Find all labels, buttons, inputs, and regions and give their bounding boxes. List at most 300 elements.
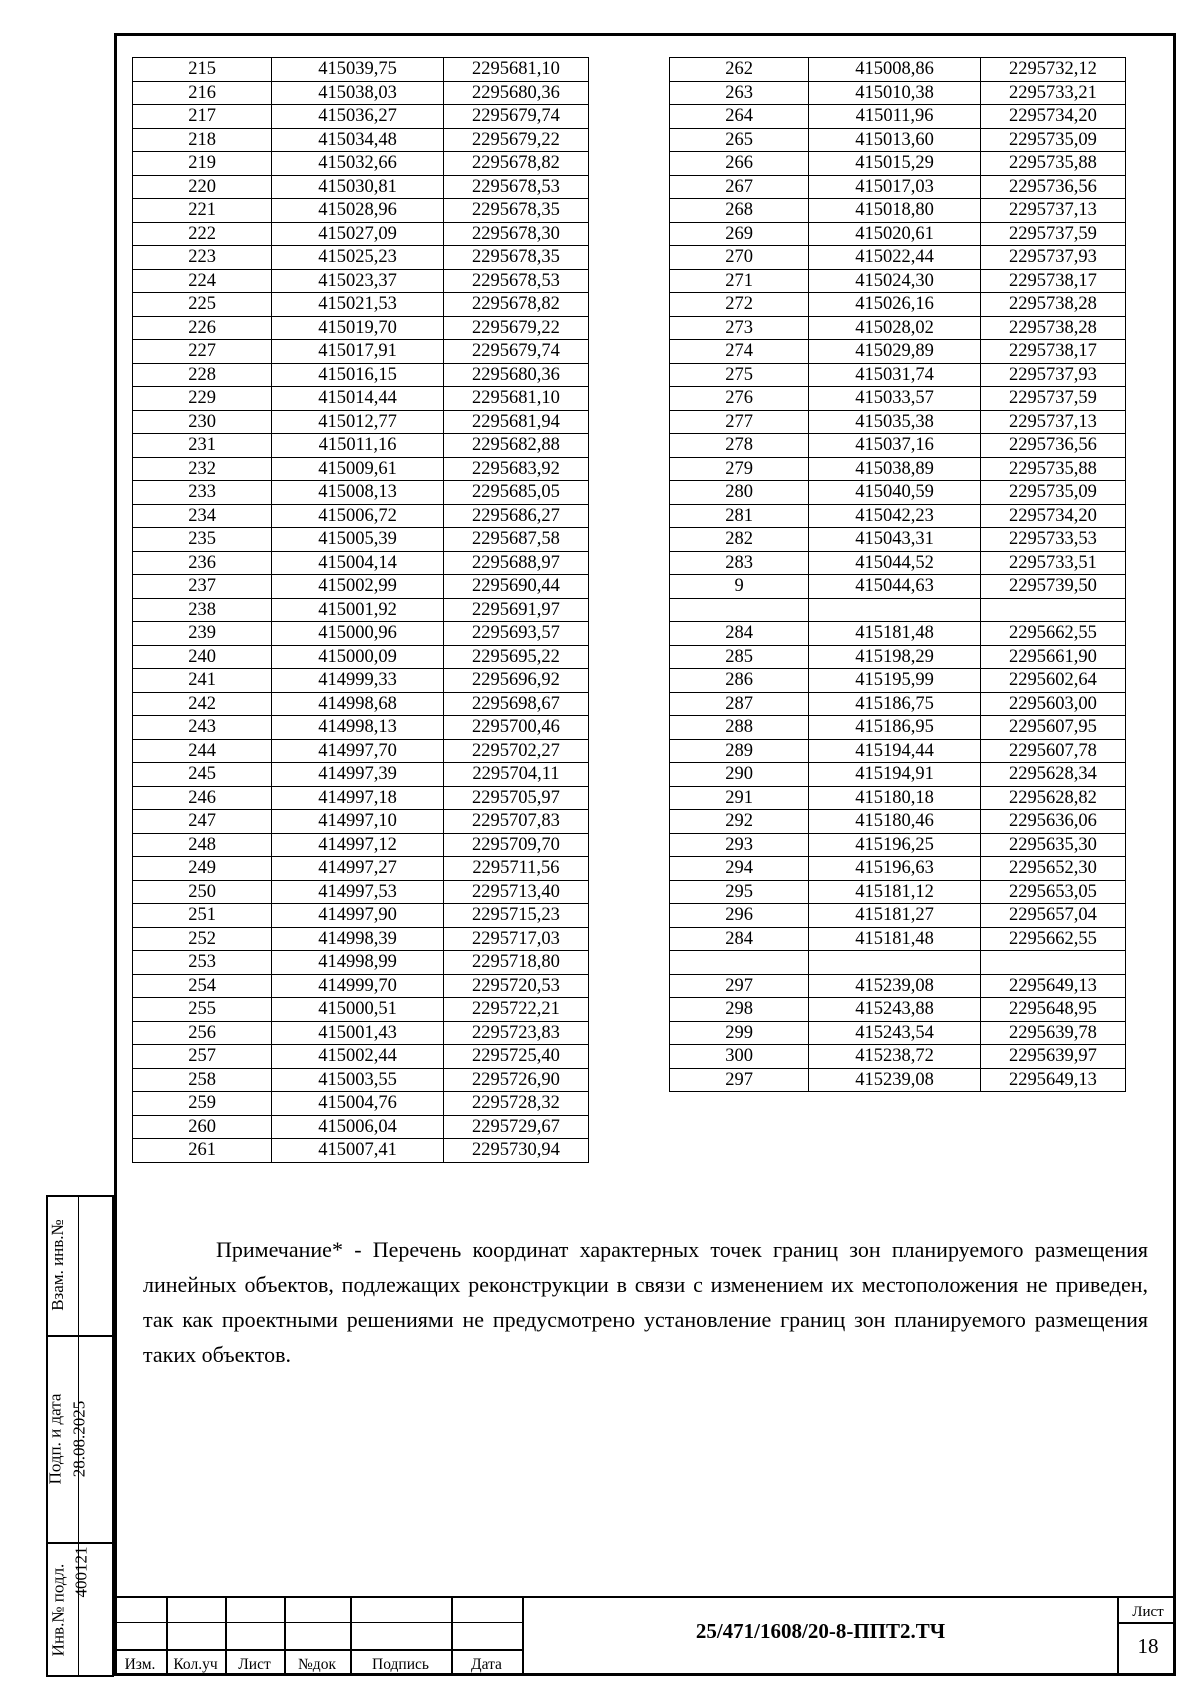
- x-coordinate-cell: 415007,41: [272, 1139, 444, 1163]
- header-kol-uch: Кол.уч: [173, 1656, 218, 1673]
- x-coordinate-cell: 415238,72: [809, 1045, 981, 1069]
- table-row: [133, 316, 589, 340]
- point-number-cell: 230: [133, 410, 272, 434]
- x-coordinate-cell: 415011,16: [272, 434, 444, 458]
- x-coordinate-cell: 414998,68: [272, 692, 444, 716]
- y-coordinate-cell: 2295679,74: [443, 105, 588, 129]
- table-row: [133, 645, 589, 669]
- sheet-label: Лист: [1132, 1604, 1164, 1620]
- y-coordinate-cell: 2295678,82: [443, 293, 588, 317]
- y-coordinate-cell: 2295737,13: [980, 410, 1125, 434]
- x-coordinate-cell: 415038,89: [809, 457, 981, 481]
- table-row: [133, 927, 589, 951]
- y-coordinate-cell: 2295661,90: [980, 645, 1125, 669]
- point-number-cell: 238: [133, 598, 272, 622]
- x-coordinate-cell: 415020,61: [809, 222, 981, 246]
- x-coordinate-cell: 414998,13: [272, 716, 444, 740]
- x-coordinate-cell: 414997,39: [272, 763, 444, 787]
- y-coordinate-cell: 2295718,80: [443, 951, 588, 975]
- point-number-cell: 297: [670, 1068, 809, 1092]
- x-coordinate-cell: 415019,70: [272, 316, 444, 340]
- point-number-cell: 239: [133, 622, 272, 646]
- point-number-cell: 284: [670, 622, 809, 646]
- point-number-cell: 247: [133, 810, 272, 834]
- y-coordinate-cell: 2295648,95: [980, 998, 1125, 1022]
- x-coordinate-cell: 415042,23: [809, 504, 981, 528]
- table-row: [670, 1045, 1126, 1069]
- side-block-podp: [46, 1335, 114, 1544]
- x-coordinate-cell: 415186,95: [809, 716, 981, 740]
- point-number-cell: 298: [670, 998, 809, 1022]
- x-coordinate-cell: 415006,72: [272, 504, 444, 528]
- side-block-inv: [46, 1542, 114, 1677]
- point-number-cell: 223: [133, 246, 272, 270]
- y-coordinate-cell: 2295649,13: [980, 974, 1125, 998]
- y-coordinate-cell: 2295678,30: [443, 222, 588, 246]
- x-coordinate-cell: 414997,12: [272, 833, 444, 857]
- x-coordinate-cell: 415012,77: [272, 410, 444, 434]
- header-ndok: №док: [298, 1656, 336, 1673]
- y-coordinate-cell: 2295639,97: [980, 1045, 1125, 1069]
- y-coordinate-cell: 2295696,92: [443, 669, 588, 693]
- y-coordinate-cell: 2295698,67: [443, 692, 588, 716]
- point-number-cell: 226: [133, 316, 272, 340]
- y-coordinate-cell: 2295735,09: [980, 128, 1125, 152]
- x-coordinate-cell: 415181,27: [809, 904, 981, 928]
- y-coordinate-cell: 2295702,27: [443, 739, 588, 763]
- x-coordinate-cell: 415040,59: [809, 481, 981, 505]
- point-number-cell: 215: [133, 58, 272, 82]
- x-coordinate-cell: 415006,04: [272, 1115, 444, 1139]
- y-coordinate-cell: 2295722,21: [443, 998, 588, 1022]
- table-row: [133, 551, 589, 575]
- table-row: [670, 575, 1126, 599]
- y-coordinate-cell: 2295726,90: [443, 1068, 588, 1092]
- point-number-cell: 249: [133, 857, 272, 881]
- point-number-cell: 297: [670, 974, 809, 998]
- point-number-cell: 217: [133, 105, 272, 129]
- y-coordinate-cell: 2295678,35: [443, 246, 588, 270]
- table-row: [133, 1115, 589, 1139]
- point-number-cell: 250: [133, 880, 272, 904]
- x-coordinate-cell: 415014,44: [272, 387, 444, 411]
- point-number-cell: 278: [670, 434, 809, 458]
- y-coordinate-cell: 2295730,94: [443, 1139, 588, 1163]
- table-row: [133, 763, 589, 787]
- x-coordinate-cell: 414997,70: [272, 739, 444, 763]
- table-row: [133, 998, 589, 1022]
- point-number-cell: 254: [133, 974, 272, 998]
- x-coordinate-cell: 415000,51: [272, 998, 444, 1022]
- point-number-cell: 300: [670, 1045, 809, 1069]
- point-number-cell: [670, 598, 809, 622]
- table-row: [670, 880, 1126, 904]
- point-number-cell: 286: [670, 669, 809, 693]
- x-coordinate-cell: 415038,03: [272, 81, 444, 105]
- y-coordinate-cell: 2295709,70: [443, 833, 588, 857]
- table-row: [670, 222, 1126, 246]
- y-coordinate-cell: 2295736,56: [980, 434, 1125, 458]
- point-number-cell: 237: [133, 575, 272, 599]
- point-number-cell: 256: [133, 1021, 272, 1045]
- x-coordinate-cell: 415243,54: [809, 1021, 981, 1045]
- x-coordinate-cell: 414997,53: [272, 880, 444, 904]
- table-row: [133, 716, 589, 740]
- point-number-cell: 240: [133, 645, 272, 669]
- point-number-cell: 261: [133, 1139, 272, 1163]
- x-coordinate-cell: 415030,81: [272, 175, 444, 199]
- table-row: [133, 152, 589, 176]
- table-row: [670, 481, 1126, 505]
- table-row: [670, 551, 1126, 575]
- table-row: [133, 1045, 589, 1069]
- y-coordinate-cell: 2295602,64: [980, 669, 1125, 693]
- x-coordinate-cell: 415000,09: [272, 645, 444, 669]
- x-coordinate-cell: 415026,16: [809, 293, 981, 317]
- inv-number: 400121: [71, 1546, 91, 1598]
- y-coordinate-cell: 2295678,82: [443, 152, 588, 176]
- x-coordinate-cell: 414997,90: [272, 904, 444, 928]
- x-coordinate-cell: 414997,27: [272, 857, 444, 881]
- table-row: [133, 598, 589, 622]
- point-number-cell: 299: [670, 1021, 809, 1045]
- point-number-cell: 258: [133, 1068, 272, 1092]
- point-number-cell: 224: [133, 269, 272, 293]
- point-number-cell: 245: [133, 763, 272, 787]
- point-number-cell: 252: [133, 927, 272, 951]
- sheet-number: 18: [1137, 1634, 1159, 1658]
- table-row: [670, 528, 1126, 552]
- x-coordinate-cell: 415036,27: [272, 105, 444, 129]
- point-number-cell: 289: [670, 739, 809, 763]
- table-row: [670, 175, 1126, 199]
- x-coordinate-cell: 415194,44: [809, 739, 981, 763]
- x-coordinate-cell: 414999,33: [272, 669, 444, 693]
- header-izm: Изм.: [124, 1656, 156, 1673]
- table-row: [133, 951, 589, 975]
- table-row: [133, 1021, 589, 1045]
- table-row: [670, 269, 1126, 293]
- point-number-cell: 243: [133, 716, 272, 740]
- y-coordinate-cell: 2295738,17: [980, 340, 1125, 364]
- point-number-cell: 235: [133, 528, 272, 552]
- x-coordinate-cell: 415010,38: [809, 81, 981, 105]
- point-number-cell: 260: [133, 1115, 272, 1139]
- y-coordinate-cell: 2295679,74: [443, 340, 588, 364]
- x-coordinate-cell: 415025,23: [272, 246, 444, 270]
- table-row: [670, 105, 1126, 129]
- x-coordinate-cell: 415180,46: [809, 810, 981, 834]
- y-coordinate-cell: 2295734,20: [980, 105, 1125, 129]
- table-row: [133, 857, 589, 881]
- vzam-label: Взам. инв.№: [47, 1219, 67, 1311]
- x-coordinate-cell: 415016,15: [272, 363, 444, 387]
- point-number-cell: 241: [133, 669, 272, 693]
- y-coordinate-cell: 2295683,92: [443, 457, 588, 481]
- y-coordinate-cell: 2295734,20: [980, 504, 1125, 528]
- x-coordinate-cell: 415028,02: [809, 316, 981, 340]
- table-row: [670, 457, 1126, 481]
- x-coordinate-cell: [809, 598, 981, 622]
- table-row: [670, 645, 1126, 669]
- y-coordinate-cell: 2295733,53: [980, 528, 1125, 552]
- point-number-cell: 276: [670, 387, 809, 411]
- table-row: [133, 387, 589, 411]
- table-row: [670, 716, 1126, 740]
- y-coordinate-cell: 2295735,09: [980, 481, 1125, 505]
- x-coordinate-cell: 415002,44: [272, 1045, 444, 1069]
- table-row: [670, 927, 1126, 951]
- point-number-cell: 294: [670, 857, 809, 881]
- x-coordinate-cell: 415031,74: [809, 363, 981, 387]
- y-coordinate-cell: 2295733,21: [980, 81, 1125, 105]
- y-coordinate-cell: 2295649,13: [980, 1068, 1125, 1092]
- point-number-cell: 277: [670, 410, 809, 434]
- point-number-cell: 274: [670, 340, 809, 364]
- podp-date: 28.08.2025: [69, 1400, 89, 1478]
- x-coordinate-cell: 415039,75: [272, 58, 444, 82]
- point-number-cell: 284: [670, 927, 809, 951]
- table-row: [133, 246, 589, 270]
- title-block: [114, 1596, 1176, 1676]
- y-coordinate-cell: 2295603,00: [980, 692, 1125, 716]
- y-coordinate-cell: 2295636,06: [980, 810, 1125, 834]
- point-number-cell: 242: [133, 692, 272, 716]
- x-coordinate-cell: 415194,91: [809, 763, 981, 787]
- point-number-cell: 220: [133, 175, 272, 199]
- x-coordinate-cell: 415196,25: [809, 833, 981, 857]
- x-coordinate-cell: 415181,48: [809, 927, 981, 951]
- table-row: [133, 222, 589, 246]
- x-coordinate-cell: 415028,96: [272, 199, 444, 223]
- table-row: [133, 340, 589, 364]
- table-row: [670, 387, 1126, 411]
- y-coordinate-cell: 2295704,11: [443, 763, 588, 787]
- table-row: [133, 481, 589, 505]
- point-number-cell: 229: [133, 387, 272, 411]
- y-coordinate-cell: 2295657,04: [980, 904, 1125, 928]
- y-coordinate-cell: 2295738,17: [980, 269, 1125, 293]
- y-coordinate-cell: 2295736,56: [980, 175, 1125, 199]
- point-number-cell: 279: [670, 457, 809, 481]
- x-coordinate-cell: 415017,03: [809, 175, 981, 199]
- table-row: [133, 434, 589, 458]
- y-coordinate-cell: 2295691,97: [443, 598, 588, 622]
- y-coordinate-cell: 2295739,50: [980, 575, 1125, 599]
- document-code: 25/471/1608/20-8-ППТ2.ТЧ: [695, 1619, 946, 1643]
- table-row: [670, 857, 1126, 881]
- point-number-cell: 293: [670, 833, 809, 857]
- y-coordinate-cell: 2295628,82: [980, 786, 1125, 810]
- table-row: [670, 810, 1126, 834]
- table-row: [133, 880, 589, 904]
- x-coordinate-cell: 415034,48: [272, 128, 444, 152]
- x-coordinate-cell: 415002,99: [272, 575, 444, 599]
- y-coordinate-cell: 2295693,57: [443, 622, 588, 646]
- table-row: [133, 833, 589, 857]
- table-row: [670, 199, 1126, 223]
- point-number-cell: 270: [670, 246, 809, 270]
- y-coordinate-cell: 2295682,88: [443, 434, 588, 458]
- point-number-cell: 227: [133, 340, 272, 364]
- table-row: [670, 410, 1126, 434]
- point-number-cell: 282: [670, 528, 809, 552]
- y-coordinate-cell: 2295635,30: [980, 833, 1125, 857]
- y-coordinate-cell: 2295733,51: [980, 551, 1125, 575]
- table-row: [133, 58, 589, 82]
- table-row: [133, 504, 589, 528]
- table-row: [670, 669, 1126, 693]
- table-row: [133, 410, 589, 434]
- table-row: [670, 504, 1126, 528]
- x-coordinate-cell: 415181,12: [809, 880, 981, 904]
- y-coordinate-cell: 2295679,22: [443, 128, 588, 152]
- x-coordinate-cell: 415004,14: [272, 551, 444, 575]
- table-row: [670, 128, 1126, 152]
- table-row: [133, 786, 589, 810]
- table-row: [670, 316, 1126, 340]
- y-coordinate-cell: 2295738,28: [980, 293, 1125, 317]
- point-number-cell: 248: [133, 833, 272, 857]
- x-coordinate-cell: 415239,08: [809, 974, 981, 998]
- point-number-cell: 285: [670, 645, 809, 669]
- point-number-cell: 232: [133, 457, 272, 481]
- x-coordinate-cell: 415035,38: [809, 410, 981, 434]
- table-row: [133, 528, 589, 552]
- y-coordinate-cell: 2295728,32: [443, 1092, 588, 1116]
- header-data: Дата: [471, 1656, 502, 1673]
- y-coordinate-cell: 2295678,35: [443, 199, 588, 223]
- x-coordinate-cell: 415243,88: [809, 998, 981, 1022]
- table-row: [133, 105, 589, 129]
- y-coordinate-cell: 2295681,10: [443, 387, 588, 411]
- coordinates-table-right: [669, 57, 1126, 1092]
- point-number-cell: 253: [133, 951, 272, 975]
- point-number-cell: 234: [133, 504, 272, 528]
- table-row: [133, 293, 589, 317]
- point-number-cell: 264: [670, 105, 809, 129]
- y-coordinate-cell: 2295680,36: [443, 363, 588, 387]
- y-coordinate-cell: 2295695,22: [443, 645, 588, 669]
- x-coordinate-cell: 415017,91: [272, 340, 444, 364]
- y-coordinate-cell: 2295688,97: [443, 551, 588, 575]
- point-number-cell: 288: [670, 716, 809, 740]
- table-row: [133, 974, 589, 998]
- table-row: [670, 622, 1126, 646]
- point-number-cell: 257: [133, 1045, 272, 1069]
- point-number-cell: 251: [133, 904, 272, 928]
- point-number-cell: 268: [670, 199, 809, 223]
- x-coordinate-cell: 415013,60: [809, 128, 981, 152]
- point-number-cell: 275: [670, 363, 809, 387]
- header-podpis: Подпись: [372, 1656, 429, 1673]
- y-coordinate-cell: 2295723,83: [443, 1021, 588, 1045]
- y-coordinate-cell: 2295713,40: [443, 880, 588, 904]
- point-number-cell: 233: [133, 481, 272, 505]
- y-coordinate-cell: 2295725,40: [443, 1045, 588, 1069]
- table-row: [133, 457, 589, 481]
- x-coordinate-cell: 415027,09: [272, 222, 444, 246]
- table-row: [133, 904, 589, 928]
- x-coordinate-cell: 415186,75: [809, 692, 981, 716]
- point-number-cell: 271: [670, 269, 809, 293]
- x-coordinate-cell: 415180,18: [809, 786, 981, 810]
- point-number-cell: [670, 951, 809, 975]
- y-coordinate-cell: 2295686,27: [443, 504, 588, 528]
- x-coordinate-cell: 415001,92: [272, 598, 444, 622]
- point-number-cell: 273: [670, 316, 809, 340]
- x-coordinate-cell: [809, 951, 981, 975]
- x-coordinate-cell: 415044,52: [809, 551, 981, 575]
- point-number-cell: 262: [670, 58, 809, 82]
- x-coordinate-cell: 415008,86: [809, 58, 981, 82]
- x-coordinate-cell: 415198,29: [809, 645, 981, 669]
- y-coordinate-cell: 2295738,28: [980, 316, 1125, 340]
- y-coordinate-cell: [980, 598, 1125, 622]
- y-coordinate-cell: 2295680,36: [443, 81, 588, 105]
- y-coordinate-cell: 2295687,58: [443, 528, 588, 552]
- table-row: [670, 763, 1126, 787]
- podp-label: Подп. и дата: [45, 1393, 65, 1485]
- y-coordinate-cell: [980, 951, 1125, 975]
- x-coordinate-cell: 415023,37: [272, 269, 444, 293]
- y-coordinate-cell: 2295690,44: [443, 575, 588, 599]
- x-coordinate-cell: 415005,39: [272, 528, 444, 552]
- table-row: [670, 293, 1126, 317]
- table-row: [133, 175, 589, 199]
- point-number-cell: 255: [133, 998, 272, 1022]
- point-number-cell: 218: [133, 128, 272, 152]
- table-row: [133, 199, 589, 223]
- x-coordinate-cell: 414998,39: [272, 927, 444, 951]
- x-coordinate-cell: 415004,76: [272, 1092, 444, 1116]
- table-row-empty: [670, 951, 1126, 975]
- x-coordinate-cell: 415029,89: [809, 340, 981, 364]
- x-coordinate-cell: 415015,29: [809, 152, 981, 176]
- x-coordinate-cell: 415044,63: [809, 575, 981, 599]
- y-coordinate-cell: 2295737,59: [980, 387, 1125, 411]
- point-number-cell: 291: [670, 786, 809, 810]
- table-row: [133, 81, 589, 105]
- y-coordinate-cell: 2295681,10: [443, 58, 588, 82]
- y-coordinate-cell: 2295662,55: [980, 927, 1125, 951]
- point-number-cell: 295: [670, 880, 809, 904]
- point-number-cell: 263: [670, 81, 809, 105]
- x-coordinate-cell: 415022,44: [809, 246, 981, 270]
- table-row: [133, 363, 589, 387]
- point-number-cell: 219: [133, 152, 272, 176]
- table-row: [670, 1068, 1126, 1092]
- y-coordinate-cell: 2295707,83: [443, 810, 588, 834]
- x-coordinate-cell: 415001,43: [272, 1021, 444, 1045]
- y-coordinate-cell: 2295705,97: [443, 786, 588, 810]
- x-coordinate-cell: 415011,96: [809, 105, 981, 129]
- table-row: [670, 246, 1126, 270]
- x-coordinate-cell: 414997,10: [272, 810, 444, 834]
- table-row: [133, 669, 589, 693]
- point-number-cell: 292: [670, 810, 809, 834]
- table-row: [133, 739, 589, 763]
- y-coordinate-cell: 2295681,94: [443, 410, 588, 434]
- side-block-vzam: [46, 1195, 114, 1337]
- x-coordinate-cell: 415008,13: [272, 481, 444, 505]
- point-number-cell: 283: [670, 551, 809, 575]
- point-number-cell: 281: [670, 504, 809, 528]
- point-number-cell: 265: [670, 128, 809, 152]
- x-coordinate-cell: 415181,48: [809, 622, 981, 646]
- y-coordinate-cell: 2295715,23: [443, 904, 588, 928]
- point-number-cell: 216: [133, 81, 272, 105]
